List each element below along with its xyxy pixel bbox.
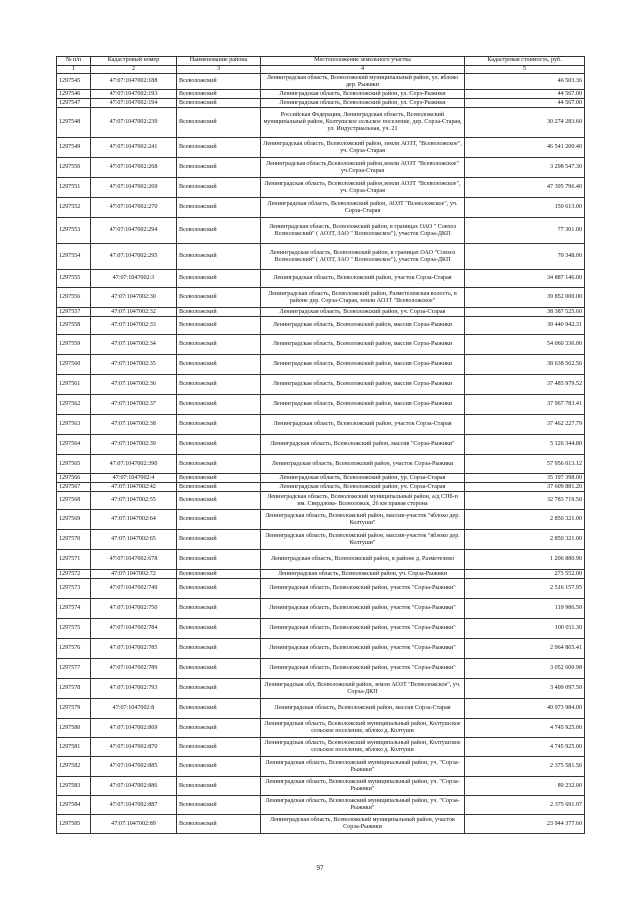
header-index: № п/п (57, 57, 91, 66)
location: Ленинградская область, Всеволожский муниципальный район, а/д СПб-п им. Свердлова- Всеволожск, 26 км правая сторона (261, 492, 465, 510)
district-name: Всеволожский (177, 679, 261, 699)
cadastral-value: 3 409 097.50 (465, 679, 585, 699)
district-name: Всеволожский (177, 335, 261, 355)
table-row (57, 435, 585, 455)
table-row (57, 777, 585, 796)
row-index: 1297548 (57, 108, 91, 138)
cadastral-number: 47:07:1047002:30 (91, 288, 177, 308)
row-index: 1297578 (57, 679, 91, 699)
row-index: 1297562 (57, 395, 91, 415)
table-row (57, 659, 585, 679)
row-index: 1297563 (57, 415, 91, 435)
cadastral-number: 47:07:1047002:8 (91, 699, 177, 719)
cadastral-value: 2 375 691.97 (465, 796, 585, 815)
column-number: 1 (57, 66, 91, 74)
table-row (57, 375, 585, 395)
cadastral-number: 47:07:1047002:294 (91, 218, 177, 244)
header-cadastral-value: Кадастровая стоимость, руб. (465, 57, 585, 66)
cadastral-value: 89 232.00 (465, 777, 585, 796)
location: Ленинградская область, Всеволожский район, земли АОЗТ, "Всеволожское", уч. Сорэа-Старая (261, 138, 465, 158)
table-row (57, 74, 585, 90)
location: Ленинградская область, Всеволожский район, в границах ОАО "Совхоз Всеволожский" ( АОЗТ, ЗАО " Всеволожское"), участок Сорэа-ДКП (261, 244, 465, 270)
table-row (57, 90, 585, 99)
table-header-row (57, 57, 585, 66)
table-row (57, 355, 585, 375)
table-row (57, 415, 585, 435)
district-name: Всеволожский (177, 74, 261, 90)
row-index: 1297545 (57, 74, 91, 90)
location: Ленинградская область, Всеволожский район, массив-участок "яблоко дер. Колтуши" (261, 510, 465, 530)
row-index: 1297573 (57, 579, 91, 599)
row-index: 1297559 (57, 335, 91, 355)
row-index: 1297547 (57, 99, 91, 108)
cadastral-value: 23 944 377.60 (465, 815, 585, 834)
district-name: Всеволожский (177, 492, 261, 510)
row-index: 1297571 (57, 550, 91, 570)
table-row (57, 108, 585, 138)
cadastral-number: 47:07:1047002:37 (91, 395, 177, 415)
district-name: Всеволожский (177, 455, 261, 474)
cadastral-value: 5 126 344.80 (465, 435, 585, 455)
table-row (57, 619, 585, 639)
header-district: Наименование района (177, 57, 261, 66)
row-index: 1297565 (57, 455, 91, 474)
district-name: Всеволожский (177, 719, 261, 738)
cadastral-number: 47:07:1047002:789 (91, 659, 177, 679)
table-row (57, 395, 585, 415)
row-index: 1297566 (57, 474, 91, 483)
cadastral-value: 39 852 000.00 (465, 288, 585, 308)
cadastral-value: 37 462 227.79 (465, 415, 585, 435)
table-row (57, 530, 585, 550)
row-index: 1297561 (57, 375, 91, 395)
location: Ленинградская область, Всеволожский район, ур. Сорэа-Старая (261, 474, 465, 483)
location: Ленинградская обл, Всеволожский район, земли АОЗТ "Всеволожское", уч. Сорэа-ДКП (261, 679, 465, 699)
table-row (57, 550, 585, 570)
district-name: Всеволожский (177, 483, 261, 492)
location: Ленинградская область, Всеволожский район,земли АОЗТ "Всеволожское", уч. Сорэа-Старая (261, 178, 465, 198)
location: Ленинградская область, Всеволожский район, в границах ОАО " Совхоз Всеволожский" ( АОЗТ, ЗАО " Всеволожское"), участок Сорэа-ДКП (261, 218, 465, 244)
district-name: Всеволожский (177, 815, 261, 834)
table-row (57, 99, 585, 108)
table-row (57, 738, 585, 757)
district-name: Всеволожский (177, 270, 261, 288)
location: Ленинградская область, Всеволожский район, участок "Сорэа-Рыжики" (261, 599, 465, 619)
row-index: 1297552 (57, 198, 91, 218)
cadastral-number: 47:07:1047002:269 (91, 178, 177, 198)
column-number: 5 (465, 66, 585, 74)
cadastral-number: 47:07:1047002:870 (91, 738, 177, 757)
district-name: Всеволожский (177, 619, 261, 639)
table-row (57, 138, 585, 158)
table-row (57, 455, 585, 474)
cadastral-number: 47:07:1047002:4 (91, 474, 177, 483)
cadastral-number: 47:07:1047002:35 (91, 355, 177, 375)
row-index: 1297569 (57, 510, 91, 530)
district-name: Всеволожский (177, 599, 261, 619)
table-row (57, 796, 585, 815)
table-row (57, 158, 585, 178)
row-index: 1297576 (57, 639, 91, 659)
cadastral-value: 77 301.00 (465, 218, 585, 244)
district-name: Всеволожский (177, 375, 261, 395)
location: Ленинградская область, Всеволожский муниципальный район, Колтушское сельское поселение, яблоко д. Колтуши (261, 738, 465, 757)
location: Ленинградская область, Всеволожский район, участок Сорэа-Старая (261, 415, 465, 435)
location: Ленинградская область, Всеволожский район, массив Сорэа-Рыжики (261, 395, 465, 415)
cadastral-value: 4 745 925.00 (465, 719, 585, 738)
district-name: Всеволожский (177, 474, 261, 483)
location: Ленинградская область, Всеволожский район, участок Сорэа-Рыжики (261, 455, 465, 474)
cadastral-value: 37 485 979.52 (465, 375, 585, 395)
cadastral-value: 119 986.50 (465, 599, 585, 619)
cadastral-value: 2 850 321.00 (465, 530, 585, 550)
cadastral-value: 35 197 398.00 (465, 474, 585, 483)
location: Ленинградская область, Всеволожский район, АОЗТ "Всеволожское", уч. Сорэа-Старая (261, 198, 465, 218)
district-name: Всеволожский (177, 570, 261, 579)
table-row (57, 308, 585, 317)
row-index: 1297557 (57, 308, 91, 317)
location: Ленинградская область, Всеволожский район, ул. Сорэ-Рыжики (261, 90, 465, 99)
cadastral-value: 4 745 925.00 (465, 738, 585, 757)
cadastral-number: 47:07:1047002:64 (91, 510, 177, 530)
cadastral-number: 47:07:1047002:239 (91, 108, 177, 138)
cadastral-value: 100 011.30 (465, 619, 585, 639)
cadastral-number: 47:07:1047002:194 (91, 99, 177, 108)
cadastral-number: 47:07:1047002:32 (91, 308, 177, 317)
row-index: 1297555 (57, 270, 91, 288)
location: Ленинградская область, Всеволожский район, Разметелевская волость, в районе дер. Сорэа-Старая, земли АОЗТ "Всеволожское" (261, 288, 465, 308)
table-row (57, 599, 585, 619)
table-row (57, 244, 585, 270)
row-index: 1297582 (57, 757, 91, 777)
district-name: Всеволожский (177, 108, 261, 138)
cadastral-number: 47:07:1047002:55 (91, 492, 177, 510)
table-row (57, 757, 585, 777)
district-name: Всеволожский (177, 288, 261, 308)
row-index: 1297583 (57, 777, 91, 796)
table-row (57, 317, 585, 335)
district-name: Всеволожский (177, 218, 261, 244)
cadastral-value-table (56, 56, 585, 834)
cadastral-value: 273 552.00 (465, 570, 585, 579)
cadastral-value: 37 609 881.20 (465, 483, 585, 492)
row-index: 1297575 (57, 619, 91, 639)
row-index: 1297570 (57, 530, 91, 550)
row-index: 1297564 (57, 435, 91, 455)
cadastral-number: 47:07:1047002:295 (91, 244, 177, 270)
location: Ленинградская область, Всеволожский район, уч. Сорэа-Старая (261, 483, 465, 492)
cadastral-value: 38 387 525.60 (465, 308, 585, 317)
register-page (56, 56, 584, 834)
cadastral-value: 2 964 865.41 (465, 639, 585, 659)
row-index: 1297577 (57, 659, 91, 679)
location: Ленинградская область, Всеволожский район, ул. Сорэ-Рыжики (261, 99, 465, 108)
district-name: Всеволожский (177, 138, 261, 158)
table-body (57, 74, 585, 834)
location: Ленинградская область, Всеволожский район, уч. Сорэа-Рыжики (261, 570, 465, 579)
cadastral-value: 34 887 146.00 (465, 270, 585, 288)
district-name: Всеволожский (177, 244, 261, 270)
row-index: 1297550 (57, 158, 91, 178)
cadastral-value: 46 503.36 (465, 74, 585, 90)
row-index: 1297546 (57, 90, 91, 99)
cadastral-value: 39 440 942.31 (465, 317, 585, 335)
cadastral-value: 46 541 200.40 (465, 138, 585, 158)
location: Ленинградская область, Всеволожский муниципальный район, ул. яблоко дер. Рыжики (261, 74, 465, 90)
cadastral-number: 47:07:1047002:241 (91, 138, 177, 158)
location: Ленинградская область, Всеволожский район, участок Сорэа-Старая (261, 270, 465, 288)
cadastral-number: 47:07:1047002:72 (91, 570, 177, 579)
page-number: 97 (316, 864, 324, 872)
district-name: Всеволожский (177, 659, 261, 679)
table-row (57, 335, 585, 355)
location: Ленинградская область, Всеволожский район, массив Сорэа-Рыжики (261, 317, 465, 335)
cadastral-value: 1 206 880.90 (465, 550, 585, 570)
cadastral-value: 40 973 984.00 (465, 699, 585, 719)
row-index: 1297579 (57, 699, 91, 719)
header-cadastral-number: Кадастровый номер (91, 57, 177, 66)
cadastral-value: 47 395 796.40 (465, 178, 585, 198)
district-name: Всеволожский (177, 777, 261, 796)
district-name: Всеволожский (177, 178, 261, 198)
row-index: 1297580 (57, 719, 91, 738)
cadastral-number: 47:07:1047002:34 (91, 335, 177, 355)
district-name: Всеволожский (177, 699, 261, 719)
location: Ленинградская область, Всеволожский район, массив Сорэа-Рыжики (261, 335, 465, 355)
location: Ленинградская область, Всеволожский район, массив "Сорэа-Рыжики" (261, 435, 465, 455)
table-row (57, 719, 585, 738)
district-name: Всеволожский (177, 395, 261, 415)
cadastral-number: 47:07:1047002:188 (91, 74, 177, 90)
cadastral-number: 47:07:1047002:885 (91, 757, 177, 777)
table-row (57, 639, 585, 659)
row-index: 1297574 (57, 599, 91, 619)
location: Ленинградская область, Всеволожский муниципальный район, уч. "Сорэа-Рыжики" (261, 796, 465, 815)
cadastral-number: 47:07:1047002:89 (91, 815, 177, 834)
row-index: 1297549 (57, 138, 91, 158)
table-row (57, 270, 585, 288)
row-index: 1297572 (57, 570, 91, 579)
cadastral-number: 47:07:1047002:887 (91, 796, 177, 815)
district-name: Всеволожский (177, 355, 261, 375)
cadastral-value: 54 060 336.00 (465, 335, 585, 355)
location: Ленинградская область, Всеволожский район, участок "Сорэа-Рыжики" (261, 659, 465, 679)
location: Ленинградская область, Всеволожский район, участок "Сорэа-Рыжики" (261, 619, 465, 639)
cadastral-value: 44 567.00 (465, 90, 585, 99)
district-name: Всеволожский (177, 510, 261, 530)
district-name: Всеволожский (177, 308, 261, 317)
table-row (57, 198, 585, 218)
column-number: 3 (177, 66, 261, 74)
location: Ленинградская область,Всеволожский район,земли АОЗТ "Всеволожское" уч.Сорэа-Старая (261, 158, 465, 178)
cadastral-number: 47:07:1047002:390 (91, 455, 177, 474)
cadastral-number: 47:07:1047002:750 (91, 599, 177, 619)
cadastral-value: 44 567.00 (465, 99, 585, 108)
row-index: 1297568 (57, 492, 91, 510)
cadastral-value: 2 850 321.00 (465, 510, 585, 530)
district-name: Всеволожский (177, 99, 261, 108)
cadastral-number: 47:07:1047002:33 (91, 317, 177, 335)
cadastral-value: 70 348.00 (465, 244, 585, 270)
cadastral-number: 47:07:1047002:65 (91, 530, 177, 550)
district-name: Всеволожский (177, 198, 261, 218)
district-name: Всеволожский (177, 550, 261, 570)
cadastral-value: 38 638 562.56 (465, 355, 585, 375)
district-name: Всеволожский (177, 90, 261, 99)
district-name: Всеволожский (177, 738, 261, 757)
cadastral-value: 2 516 157.95 (465, 579, 585, 599)
location: Российская Федерация, Ленинградская область, Всеволожский муниципальный район, Колтушское сельское поселение, дер. Сорэа-Старая, ул. Индустриальная, уч. 21 (261, 108, 465, 138)
row-index: 1297556 (57, 288, 91, 308)
district-name: Всеволожский (177, 158, 261, 178)
district-name: Всеволожский (177, 530, 261, 550)
location: Ленинградская область, Всеволожский район, массив Сорэа-Рыжики (261, 375, 465, 395)
column-number: 2 (91, 66, 177, 74)
cadastral-number: 47:07:1047002:193 (91, 90, 177, 99)
row-index: 1297585 (57, 815, 91, 834)
row-index: 1297584 (57, 796, 91, 815)
table-row (57, 570, 585, 579)
location: Ленинградская область, Всеволожский муниципальный район, Колтушское сельское поселение, яблоко д. Колтуши (261, 719, 465, 738)
cadastral-number: 47:07:1047002:869 (91, 719, 177, 738)
cadastral-number: 47:07:1047002:36 (91, 375, 177, 395)
district-name: Всеволожский (177, 435, 261, 455)
table-row (57, 483, 585, 492)
table-row (57, 218, 585, 244)
column-number-row (57, 66, 585, 74)
cadastral-number: 47:07:1047002:793 (91, 679, 177, 699)
row-index: 1297560 (57, 355, 91, 375)
table-row (57, 579, 585, 599)
cadastral-number: 47:07:1047002:886 (91, 777, 177, 796)
cadastral-number: 47:07:1047002:38 (91, 415, 177, 435)
table-row (57, 492, 585, 510)
district-name: Всеволожский (177, 757, 261, 777)
row-index: 1297581 (57, 738, 91, 757)
table-row (57, 815, 585, 834)
cadastral-value: 2 375 581.56 (465, 757, 585, 777)
cadastral-number: 47:07:1047002:749 (91, 579, 177, 599)
location: Ленинградская область, Всеволожский район, участок "Сорэа-Рыжики" (261, 579, 465, 599)
row-index: 1297553 (57, 218, 91, 244)
location: Ленинградская область, Всеволожский район, в районе д. Разметелево (261, 550, 465, 570)
location: Ленинградская область, Всеволожский муниципальный район, уч. "Сорэа-Рыжики" (261, 757, 465, 777)
cadastral-number: 47:07:1047002:3 (91, 270, 177, 288)
row-index: 1297554 (57, 244, 91, 270)
location: Ленинградская область, Всеволожский муниципальный район, уч. "Сорэа-Рыжики" (261, 777, 465, 796)
cadastral-number: 47:07:1047002:39 (91, 435, 177, 455)
cadastral-value: 32 783 719.50 (465, 492, 585, 510)
header-location: Местоположение земельного участка (261, 57, 465, 66)
cadastral-number: 47:07:1047002:270 (91, 198, 177, 218)
location: Ленинградская область, Всеволожский район, участок "Сорэа-Рыжики" (261, 639, 465, 659)
cadastral-number: 47:07:1047002:678 (91, 550, 177, 570)
table-row (57, 679, 585, 699)
cadastral-value: 37 967 783.41 (465, 395, 585, 415)
row-index: 1297551 (57, 178, 91, 198)
cadastral-value: 3 052 600.98 (465, 659, 585, 679)
cadastral-value: 30 274 283.60 (465, 108, 585, 138)
district-name: Всеволожский (177, 579, 261, 599)
cadastral-value: 159 613.00 (465, 198, 585, 218)
cadastral-number: 47:07:1047002:784 (91, 619, 177, 639)
cadastral-number: 47:07:1047002:42 (91, 483, 177, 492)
cadastral-value: 3 298 547.30 (465, 158, 585, 178)
district-name: Всеволожский (177, 317, 261, 335)
district-name: Всеволожский (177, 796, 261, 815)
location: Ленинградская область, Всеволожский район, массив Сорэа-Старая (261, 699, 465, 719)
cadastral-number: 47:07:1047002:785 (91, 639, 177, 659)
district-name: Всеволожский (177, 415, 261, 435)
table-row (57, 510, 585, 530)
cadastral-number: 47:07:1047002:268 (91, 158, 177, 178)
cadastral-value: 57 956 013.12 (465, 455, 585, 474)
location: Ленинградская область, Всеволожский район, массив-участок "яблоко дер. Колтуши" (261, 530, 465, 550)
row-index: 1297567 (57, 483, 91, 492)
table-row (57, 699, 585, 719)
row-index: 1297558 (57, 317, 91, 335)
location: Ленинградская область, Всеволожский район, уч. Сорэа-Старая (261, 308, 465, 317)
column-number: 4 (261, 66, 465, 74)
table-row (57, 178, 585, 198)
table-row (57, 474, 585, 483)
location: Ленинградская область, Всеволожский муниципальный район, участок Сорэа-Рыжики (261, 815, 465, 834)
location: Ленинградская область, Всеволожский район, массив Сорэа-Рыжики (261, 355, 465, 375)
table-row (57, 288, 585, 308)
district-name: Всеволожский (177, 639, 261, 659)
